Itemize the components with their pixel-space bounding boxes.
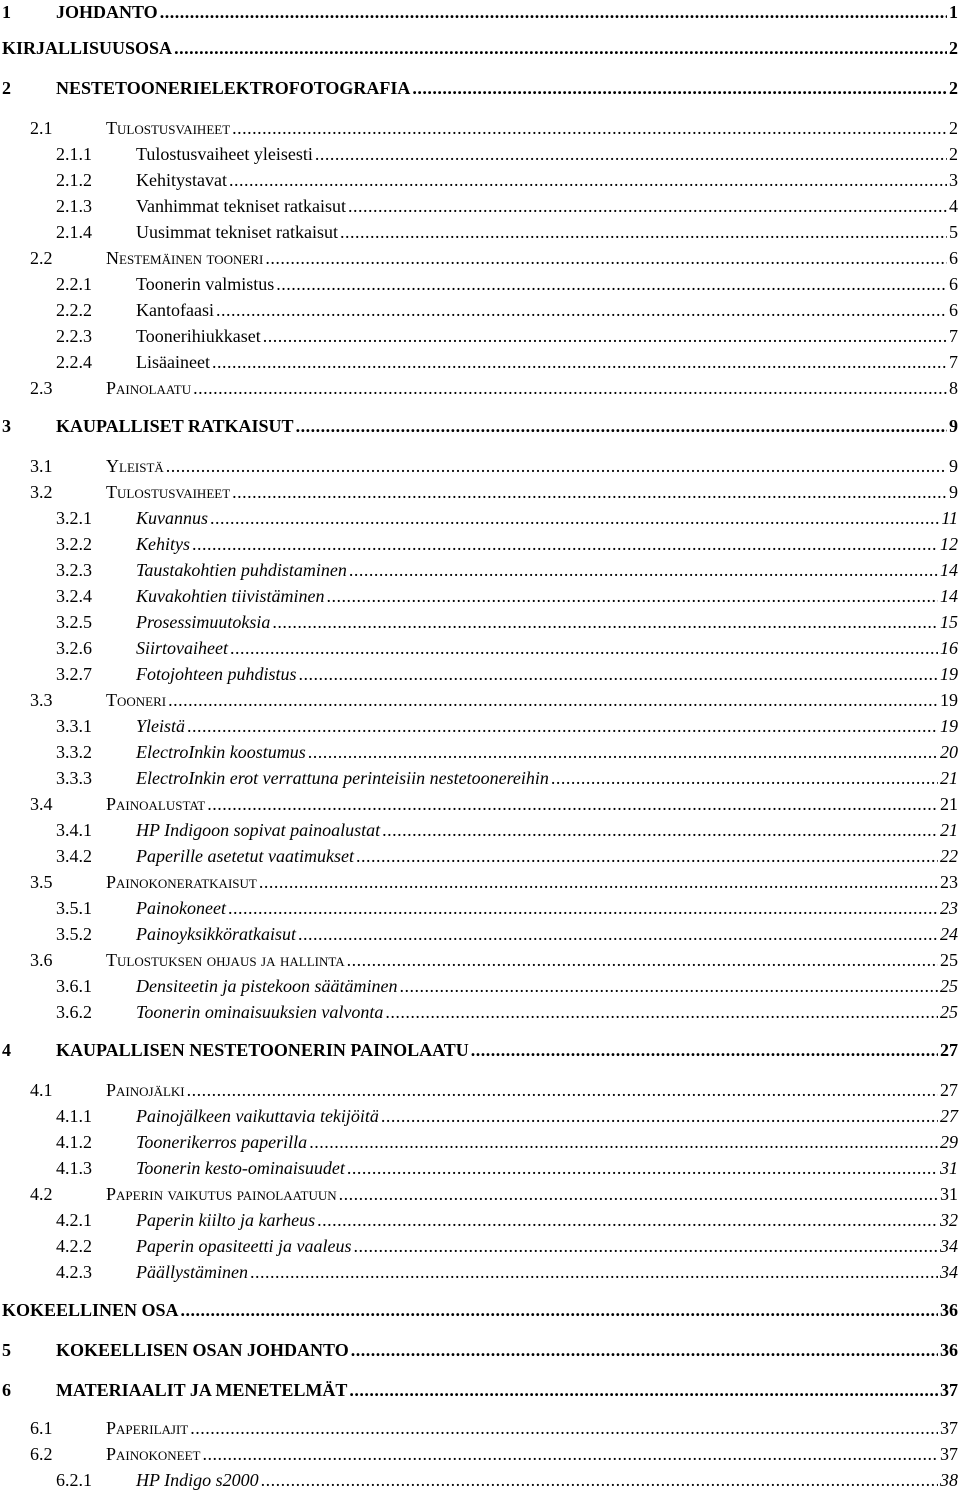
toc-entry-title: Painokoneet [136, 898, 226, 918]
toc-entry-number: 2.3 [30, 378, 53, 398]
toc-entry-page: 16 [940, 638, 958, 658]
toc-entry[interactable] [0, 947, 958, 973]
toc-entry[interactable] [0, 687, 958, 713]
toc-entry[interactable] [0, 1337, 958, 1363]
toc-dot-leader [265, 245, 947, 271]
toc-entry-number: 1 [2, 2, 11, 22]
toc-dot-leader [382, 817, 938, 843]
toc-entry[interactable] [0, 115, 958, 141]
toc-entry[interactable] [0, 1181, 958, 1207]
toc-entry-title: Lisäaineet [136, 352, 210, 372]
toc-entry-number: 4.1 [30, 1080, 53, 1100]
toc-entry-number: 3.2.7 [56, 664, 92, 684]
toc-entry-number: 4.2.3 [56, 1262, 92, 1282]
toc-entry-page: 37 [940, 1418, 958, 1438]
toc-entry-page: 24 [940, 924, 958, 944]
toc-entry-page: 32 [940, 1210, 958, 1230]
toc-entry-page: 14 [940, 586, 958, 606]
toc-entry-number: 3.3.2 [56, 742, 92, 762]
toc-entry-number: 6.2 [30, 1444, 53, 1464]
toc-entry-number: 4.1.3 [56, 1158, 92, 1178]
toc-entry-number: 3.2.2 [56, 534, 92, 554]
toc-dot-leader [551, 765, 938, 791]
toc-dot-leader [193, 375, 947, 401]
toc-entry-page: 31 [940, 1158, 958, 1178]
toc-entry-page: 31 [940, 1184, 958, 1204]
toc-entry-number: 3.3.1 [56, 716, 92, 736]
toc-entry[interactable] [0, 453, 958, 479]
toc-entry-page: 6 [949, 300, 958, 320]
toc-entry[interactable] [0, 843, 958, 869]
toc-dot-leader [230, 635, 938, 661]
toc-dot-leader [326, 583, 938, 609]
toc-dot-leader [160, 0, 947, 25]
toc-entry-number: 4.1.2 [56, 1132, 92, 1152]
toc-entry-page: 15 [940, 612, 958, 632]
toc-dot-leader [299, 661, 939, 687]
toc-entry[interactable] [0, 1377, 958, 1403]
toc-entry[interactable] [0, 479, 958, 505]
toc-entry-number: 3.3 [30, 690, 53, 710]
toc-entry-page: 36 [940, 1300, 958, 1320]
toc-dot-leader [399, 973, 938, 999]
toc-entry-title: MATERIAALIT JA MENETELMÄT [56, 1380, 348, 1400]
toc-dot-leader [349, 1377, 938, 1403]
toc-entry[interactable] [0, 1467, 958, 1493]
toc-dot-leader [232, 479, 947, 505]
toc-entry-title: Paperilajit [106, 1418, 189, 1438]
toc-entry-title: ElectroInkin erot verrattuna perinteisiin nestetoonereihin [136, 768, 549, 788]
toc-dot-leader [348, 193, 947, 219]
toc-dot-leader [309, 1129, 938, 1155]
toc-dot-leader [353, 1233, 938, 1259]
toc-entry[interactable] [0, 1207, 958, 1233]
toc-entry-number: 3.1 [30, 456, 53, 476]
toc-entry-title: Fotojohteen puhdistus [136, 664, 297, 684]
toc-entry-page: 2 [949, 78, 958, 98]
toc-entry-title: Painoalustat [106, 794, 206, 814]
toc-entry-page: 3 [949, 170, 958, 190]
toc-entry-title: Paperin kiilto ja karheus [136, 1210, 316, 1230]
toc-entry-number: 2.1 [30, 118, 53, 138]
toc-entry-page: 36 [940, 1340, 958, 1360]
toc-entry-number: 2.2.3 [56, 326, 92, 346]
toc-entry-page: 9 [949, 416, 958, 436]
toc-entry-title: Siirtovaiheet [136, 638, 228, 658]
toc-entry-title: HP Indigoon sopivat painoalustat [136, 820, 381, 840]
toc-entry[interactable] [0, 349, 958, 375]
toc-dot-leader [216, 297, 947, 323]
toc-dot-leader [210, 505, 939, 531]
toc-entry-page: 22 [940, 846, 958, 866]
toc-entry-title: JOHDANTO [56, 2, 158, 22]
toc-entry-title: KAUPALLISET RATKAISUT [56, 416, 294, 436]
toc-entry-page: 9 [949, 482, 958, 502]
toc-entry-title: Nestemäinen tooneri [106, 248, 264, 268]
toc-entry-page: 34 [940, 1262, 958, 1282]
toc-entry-number: 2.1.3 [56, 196, 92, 216]
toc-entry[interactable] [0, 1129, 958, 1155]
toc-entry-number: 6 [2, 1380, 11, 1400]
toc-entry-number: 2.2.1 [56, 274, 92, 294]
toc-entry[interactable] [0, 141, 958, 167]
toc-entry[interactable] [0, 35, 958, 61]
toc-entry[interactable] [0, 1103, 958, 1129]
toc-dot-leader [181, 1297, 938, 1323]
toc-entry-number: 3.6 [30, 950, 53, 970]
toc-entry-number: 3.5.1 [56, 898, 92, 918]
toc-entry-number: 2.1.4 [56, 222, 92, 242]
toc-entry-number: 4.2.1 [56, 1210, 92, 1230]
toc-entry-number: 6.1 [30, 1418, 53, 1438]
toc-entry-page: 25 [940, 1002, 958, 1022]
toc-entry[interactable] [0, 895, 958, 921]
toc-dot-leader [471, 1037, 938, 1063]
toc-entry-title: Toonerin kesto-ominaisuudet [136, 1158, 345, 1178]
toc-dot-leader [229, 167, 947, 193]
toc-dot-leader [276, 271, 947, 297]
toc-entry[interactable] [0, 167, 958, 193]
toc-dot-leader [250, 1259, 938, 1285]
toc-entry-page: 27 [940, 1080, 958, 1100]
toc-entry-number: 3.2.4 [56, 586, 92, 606]
toc-entry-page: 14 [940, 560, 958, 580]
toc-entry-title: Painojälki [106, 1080, 185, 1100]
toc-entry-title: NESTETOONERIELEKTROFOTOGRAFIA [56, 78, 411, 98]
toc-entry-title: Kehitys [136, 534, 190, 554]
toc-dot-leader [347, 1155, 938, 1181]
toc-dot-leader [340, 219, 947, 245]
toc-entry[interactable] [0, 245, 958, 271]
toc-entry-title: Kuvannus [136, 508, 208, 528]
toc-dot-leader [339, 1181, 938, 1207]
toc-entry[interactable] [0, 557, 958, 583]
toc-entry-number: 3.2.6 [56, 638, 92, 658]
toc-entry-page: 34 [940, 1236, 958, 1256]
toc-entry-title: Toonerin ominaisuuksien valvonta [136, 1002, 384, 1022]
toc-dot-leader [259, 869, 938, 895]
toc-entry-page: 21 [940, 794, 958, 814]
toc-entry-number: 3.2 [30, 482, 53, 502]
toc-dot-leader [212, 349, 947, 375]
toc-dot-leader [261, 1467, 938, 1493]
toc-entry-title: Tooneri [106, 690, 167, 710]
toc-entry[interactable] [0, 1077, 958, 1103]
toc-entry-title: Taustakohtien puhdistaminen [136, 560, 347, 580]
toc-entry-page: 38 [940, 1470, 958, 1490]
toc-entry-page: 37 [940, 1444, 958, 1464]
toc-entry-number: 3.4 [30, 794, 53, 814]
toc-entry-number: 3 [2, 416, 11, 436]
toc-entry[interactable] [0, 271, 958, 297]
toc-dot-leader [232, 115, 947, 141]
toc-entry-page: 5 [949, 222, 958, 242]
toc-dot-leader [168, 687, 938, 713]
toc-entry-title: Painokoneet [106, 1444, 201, 1464]
toc-dot-leader [349, 557, 938, 583]
toc-entry[interactable] [0, 75, 958, 101]
toc-dot-leader [315, 141, 947, 167]
toc-entry[interactable] [0, 505, 958, 531]
toc-entry-number: 3.5 [30, 872, 53, 892]
toc-dot-leader [351, 1337, 938, 1363]
toc-dot-leader [228, 895, 938, 921]
toc-entry-number: 3.4.2 [56, 846, 92, 866]
toc-entry-page: 11 [941, 508, 958, 528]
toc-entry-number: 4.2 [30, 1184, 53, 1204]
toc-entry-title: Tulostuksen ohjaus ja hallinta [106, 950, 345, 970]
toc-entry[interactable] [0, 297, 958, 323]
toc-entry-number: 3.4.1 [56, 820, 92, 840]
toc-entry-title: Painolaatu [106, 378, 192, 398]
toc-entry[interactable] [0, 1297, 958, 1323]
toc-entry-number: 3.6.2 [56, 1002, 92, 1022]
toc-dot-leader [174, 35, 947, 61]
toc-entry[interactable] [0, 193, 958, 219]
toc-entry-number: 3.3.3 [56, 768, 92, 788]
toc-entry-title: Yleistä [106, 456, 164, 476]
toc-entry-number: 4.2.2 [56, 1236, 92, 1256]
toc-entry-title: Kantofaasi [136, 300, 214, 320]
toc-dot-leader [272, 609, 938, 635]
toc-entry-page: 1 [949, 2, 958, 22]
toc-entry-number: 4 [2, 1040, 11, 1060]
toc-entry-title: Kuvakohtien tiivistäminen [136, 586, 325, 606]
toc-entry-number: 2.2.2 [56, 300, 92, 320]
toc-dot-leader [190, 1415, 938, 1441]
toc-entry-number: 2.1.1 [56, 144, 92, 164]
toc-entry-page: 12 [940, 534, 958, 554]
toc-dot-leader [412, 75, 947, 101]
toc-entry[interactable] [0, 921, 958, 947]
toc-entry[interactable] [0, 973, 958, 999]
toc-entry[interactable] [0, 1233, 958, 1259]
toc-entry[interactable] [0, 609, 958, 635]
toc-entry-title: Painojälkeen vaikuttavia tekijöitä [136, 1106, 379, 1126]
toc-entry-title: Yleistä [136, 716, 186, 736]
toc-entry[interactable] [0, 1155, 958, 1181]
toc-entry-page: 19 [940, 716, 958, 736]
toc-dot-leader [298, 921, 938, 947]
toc-entry-title: Prosessimuutoksia [136, 612, 271, 632]
toc-entry-page: 2 [949, 144, 958, 164]
toc-dot-leader [203, 1441, 939, 1467]
toc-entry[interactable] [0, 583, 958, 609]
toc-entry-page: 6 [949, 274, 958, 294]
toc-dot-leader [263, 323, 947, 349]
toc-entry-title: Paperin vaikutus painolaatuun [106, 1184, 337, 1204]
toc-entry[interactable] [0, 635, 958, 661]
toc-entry-page: 19 [940, 664, 958, 684]
toc-entry[interactable] [0, 999, 958, 1025]
toc-dot-leader [317, 1207, 938, 1233]
toc-entry[interactable] [0, 739, 958, 765]
toc-entry[interactable] [0, 1441, 958, 1467]
toc-entry-title: Uusimmat tekniset ratkaisut [136, 222, 338, 242]
toc-entry-title: KOKEELLINEN OSA [2, 1300, 179, 1320]
toc-entry-title: KAUPALLISEN NESTETOONERIN PAINOLAATU [56, 1040, 469, 1060]
toc-entry-page: 6 [949, 248, 958, 268]
toc-entry[interactable] [0, 323, 958, 349]
toc-entry-number: 3.5.2 [56, 924, 92, 944]
toc-entry-page: 2 [949, 38, 958, 58]
toc-entry-page: 8 [949, 378, 958, 398]
toc-entry-page: 20 [940, 742, 958, 762]
toc-dot-leader [166, 453, 947, 479]
toc-dot-leader [192, 531, 938, 557]
toc-entry-title: Tulostusvaiheet [106, 482, 231, 502]
toc-entry-number: 3.2.1 [56, 508, 92, 528]
toc-entry-page: 23 [940, 898, 958, 918]
toc-entry-number: 5 [2, 1340, 11, 1360]
toc-entry[interactable] [0, 791, 958, 817]
toc-entry[interactable] [0, 765, 958, 791]
toc-entry-number: 3.6.1 [56, 976, 92, 996]
toc-entry[interactable] [0, 713, 958, 739]
toc-entry-title: Päällystäminen [136, 1262, 248, 1282]
toc-dot-leader [296, 413, 947, 439]
toc-entry-page: 9 [949, 456, 958, 476]
toc-entry-page: 25 [940, 950, 958, 970]
toc-entry-number: 6.2.1 [56, 1470, 92, 1490]
toc-entry-page: 25 [940, 976, 958, 996]
toc-entry[interactable] [0, 817, 958, 843]
toc-entry[interactable] [0, 1259, 958, 1285]
toc-entry-number: 4.1.1 [56, 1106, 92, 1126]
toc-entry-title: Vanhimmat tekniset ratkaisut [136, 196, 346, 216]
toc-entry[interactable] [0, 0, 958, 25]
toc-dot-leader [308, 739, 938, 765]
toc-entry-title: Paperille asetetut vaatimukset [136, 846, 354, 866]
toc-entry[interactable] [0, 219, 958, 245]
toc-entry-number: 3.2.5 [56, 612, 92, 632]
toc-entry[interactable] [0, 531, 958, 557]
toc-dot-leader [207, 791, 938, 817]
toc-entry[interactable] [0, 869, 958, 895]
toc-entry-page: 37 [940, 1380, 958, 1400]
toc-entry-number: 2.1.2 [56, 170, 92, 190]
toc-entry[interactable] [0, 661, 958, 687]
toc-dot-leader [187, 713, 938, 739]
toc-entry-number: 2.2.4 [56, 352, 92, 372]
toc-entry-title: ElectroInkin koostumus [136, 742, 306, 762]
toc-entry-title: Toonerikerros paperilla [136, 1132, 308, 1152]
toc-entry-title: HP Indigo s2000 [136, 1470, 259, 1490]
toc-dot-leader [385, 999, 938, 1025]
toc-dot-leader [187, 1077, 938, 1103]
toc-dot-leader [347, 947, 938, 973]
toc-entry-page: 29 [940, 1132, 958, 1152]
toc-entry-title: Tulostusvaiheet [106, 118, 231, 138]
toc-entry-title: Toonerin valmistus [136, 274, 275, 294]
toc-entry-page: 27 [940, 1040, 958, 1060]
toc-entry-page: 27 [940, 1106, 958, 1126]
toc-entry-title: Densiteetin ja pistekoon säätäminen [136, 976, 398, 996]
toc-entry-title: Paperin opasiteetti ja vaaleus [136, 1236, 352, 1256]
toc-entry-page: 19 [940, 690, 958, 710]
toc-entry[interactable] [0, 375, 958, 401]
toc-entry-title: Tulostusvaiheet yleisesti [136, 144, 313, 164]
toc-entry-title: Painoyksikköratkaisut [136, 924, 296, 944]
toc-entry-title: Kehitystavat [136, 170, 227, 190]
toc-entry-page: 21 [940, 820, 958, 840]
toc-entry-number: 2 [2, 78, 11, 98]
toc-entry-title: Toonerihiukkaset [136, 326, 261, 346]
toc-entry-page: 23 [940, 872, 958, 892]
toc-dot-leader [381, 1103, 938, 1129]
toc-entry-number: 3.2.3 [56, 560, 92, 580]
toc-entry-title: Painokoneratkaisut [106, 872, 257, 892]
toc-entry-page: 2 [949, 118, 958, 138]
toc-dot-leader [356, 843, 938, 869]
toc-entry-page: 21 [940, 768, 958, 788]
toc-entry-number: 2.2 [30, 248, 53, 268]
toc-entry[interactable] [0, 1037, 958, 1063]
toc-entry-page: 4 [949, 196, 958, 216]
toc-entry-title: KIRJALLISUUSOSA [2, 38, 173, 58]
toc-entry-title: KOKEELLISEN OSAN JOHDANTO [56, 1340, 349, 1360]
toc-entry[interactable] [0, 413, 958, 439]
toc-entry-page: 7 [949, 326, 958, 346]
toc-entry[interactable] [0, 1415, 958, 1441]
toc-entry-page: 7 [949, 352, 958, 372]
